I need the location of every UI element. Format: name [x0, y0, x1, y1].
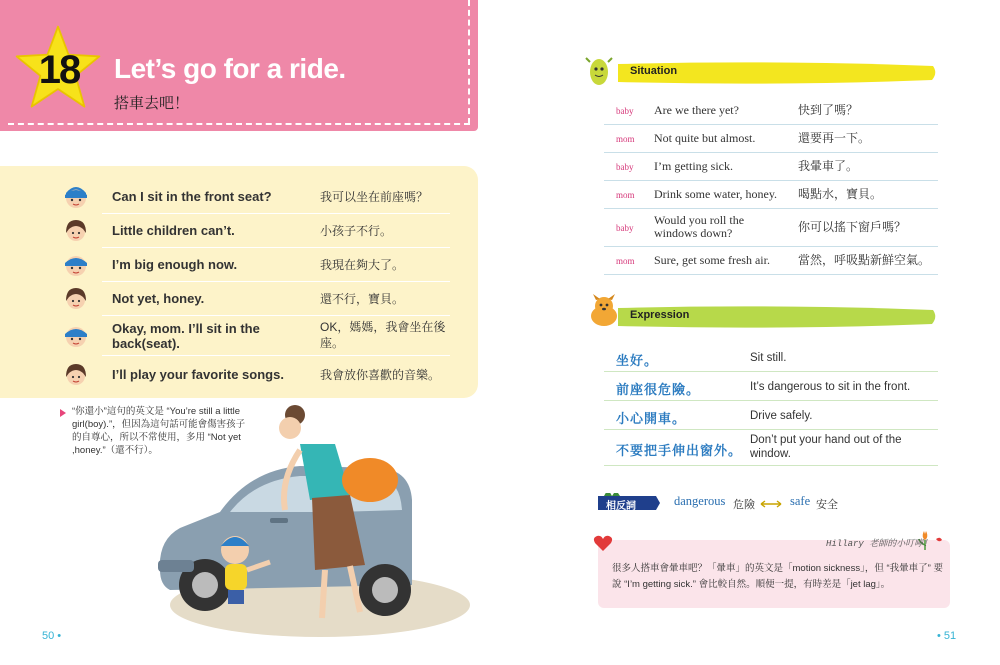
mom-avatar-icon	[62, 285, 90, 313]
dialogue-english: Can I sit in the front seat?	[112, 189, 272, 204]
situation-chinese: 我暈車了。	[798, 159, 859, 173]
dialogue-chinese: 小孩子不行。	[320, 224, 393, 238]
situation-chinese: 你可以搖下窗戶嗎？	[798, 220, 907, 234]
situation-english: Would you roll the windows down?	[654, 213, 745, 240]
dialogue-row	[62, 282, 450, 316]
dialogue-english: Not yet, honey.	[112, 291, 205, 306]
situation-speaker: mom	[616, 134, 635, 144]
dialogue-row	[62, 214, 450, 248]
page-number-right: • 51	[937, 630, 957, 642]
situation-speaker: mom	[616, 190, 635, 200]
mom-avatar-icon	[62, 361, 90, 389]
boy-avatar-icon	[62, 183, 90, 211]
antonym-word-safe: safe	[790, 494, 811, 508]
lesson-title: Let’s go for a ride.	[114, 53, 346, 84]
situation-english: I’m getting sick.	[654, 159, 733, 173]
situation-row	[604, 246, 938, 275]
situation-chinese: 喝點水，寶貝。	[798, 187, 883, 201]
situation-english: Are we there yet?	[654, 103, 739, 117]
situation-row	[604, 180, 938, 209]
note-bullet-icon	[60, 409, 66, 417]
header-dashed-border	[8, 123, 470, 125]
expression-chinese: 小心開車。	[616, 411, 687, 426]
mom-avatar-icon	[62, 217, 90, 245]
expression-row	[604, 371, 938, 401]
dialogue-english: Okay, mom. I’ll sit in the back(seat).	[112, 321, 260, 351]
situation-row	[604, 208, 938, 247]
dialogue-panel	[0, 166, 478, 398]
expression-english: Sit still.	[750, 352, 787, 364]
expression-title: Expression	[630, 309, 690, 321]
expression-english: Don’t put your hand out of the window.	[750, 434, 902, 460]
dialogue-chinese: 我會放你喜歡的音樂。	[320, 368, 441, 382]
situation-speaker: baby	[616, 223, 634, 233]
expression-chinese: 不要把手伸出窗外。	[616, 443, 743, 458]
situation-row	[604, 152, 938, 181]
situation-row	[604, 124, 938, 153]
antonym-word-dangerous-zh: 危險	[733, 499, 755, 511]
dog-mascot-icon	[584, 292, 624, 332]
expression-row	[604, 429, 938, 466]
situation-chinese: 還要再一下。	[798, 131, 871, 145]
dialogue-chinese: OK，媽媽，我會坐在後座。	[320, 320, 446, 350]
dialogue-row	[62, 358, 450, 392]
dialogue-row	[62, 248, 450, 282]
expression-chinese: 坐好。	[616, 353, 659, 368]
usage-note: “你還小”這句的英文是 “You’re still a little girl(boy).”，但因為這句話可能會傷害孩子的自尊心，所以不常使用，多用 “Not yet ,honey.”（還不行）。	[72, 406, 246, 456]
dialogue-english: I’ll play your favorite songs.	[112, 367, 284, 382]
dialogue-chinese: 我現在夠大了。	[320, 258, 405, 272]
teacher-tips-signature: Hillary 老師的小叮嚀！	[826, 539, 933, 549]
expression-row	[604, 342, 938, 372]
expression-english: It’s dangerous to sit in the front.	[750, 381, 911, 393]
situation-speaker: baby	[616, 162, 634, 172]
expression-english: Drive safely.	[750, 410, 813, 422]
situation-chinese: 快到了嗎？	[798, 103, 859, 117]
antonym-word-safe-zh: 安全	[816, 499, 838, 511]
expression-header	[598, 304, 938, 330]
dialogue-row	[62, 180, 450, 214]
dialogue-chinese: 還不行，寶貝。	[320, 292, 405, 306]
dialogue-english: I’m big enough now.	[112, 257, 238, 272]
lesson-number: 18	[38, 48, 80, 92]
situation-english: Not quite but almost.	[654, 131, 756, 145]
boy-avatar-icon	[62, 322, 90, 350]
lesson-subtitle: 搭車去吧！	[114, 95, 190, 112]
teacher-tips-text: 很多人搭車會暈車吧？「暈車」的英文是「motion sickness」，但 “我暈車了” 要說 “I’m getting sick.” 會比較自然。順便一提，有時差是「jet lag」。	[612, 563, 943, 590]
situation-speaker: mom	[616, 256, 635, 266]
situation-row	[604, 96, 938, 125]
dialogue-english: Little children can’t.	[112, 223, 235, 238]
situation-english: Drink some water, honey.	[654, 187, 778, 201]
situation-speaker: baby	[616, 106, 634, 116]
situation-title: Situation	[630, 65, 678, 77]
situation-chinese: 當然，呼吸點新鮮空氣。	[798, 253, 931, 267]
antonym-label: 相反詞	[606, 501, 636, 512]
boy-avatar-icon	[62, 251, 90, 279]
heart-icon	[593, 534, 613, 552]
dialogue-row	[62, 316, 450, 356]
page-number-left: 50 •	[42, 630, 62, 642]
mom-boy-car-illustration	[150, 400, 475, 640]
header-dashed-border-vertical	[468, 0, 470, 124]
dialogue-chinese: 我可以坐在前座嗎？	[320, 190, 429, 204]
expression-row	[604, 400, 938, 430]
corn-mascot-icon	[582, 54, 616, 88]
expression-chinese: 前座很危險。	[616, 382, 701, 397]
situation-english: Sure, get some fresh air.	[654, 253, 770, 267]
double-arrow-icon	[758, 499, 784, 509]
situation-header	[598, 60, 938, 86]
antonym-word-dangerous: dangerous	[674, 494, 726, 508]
